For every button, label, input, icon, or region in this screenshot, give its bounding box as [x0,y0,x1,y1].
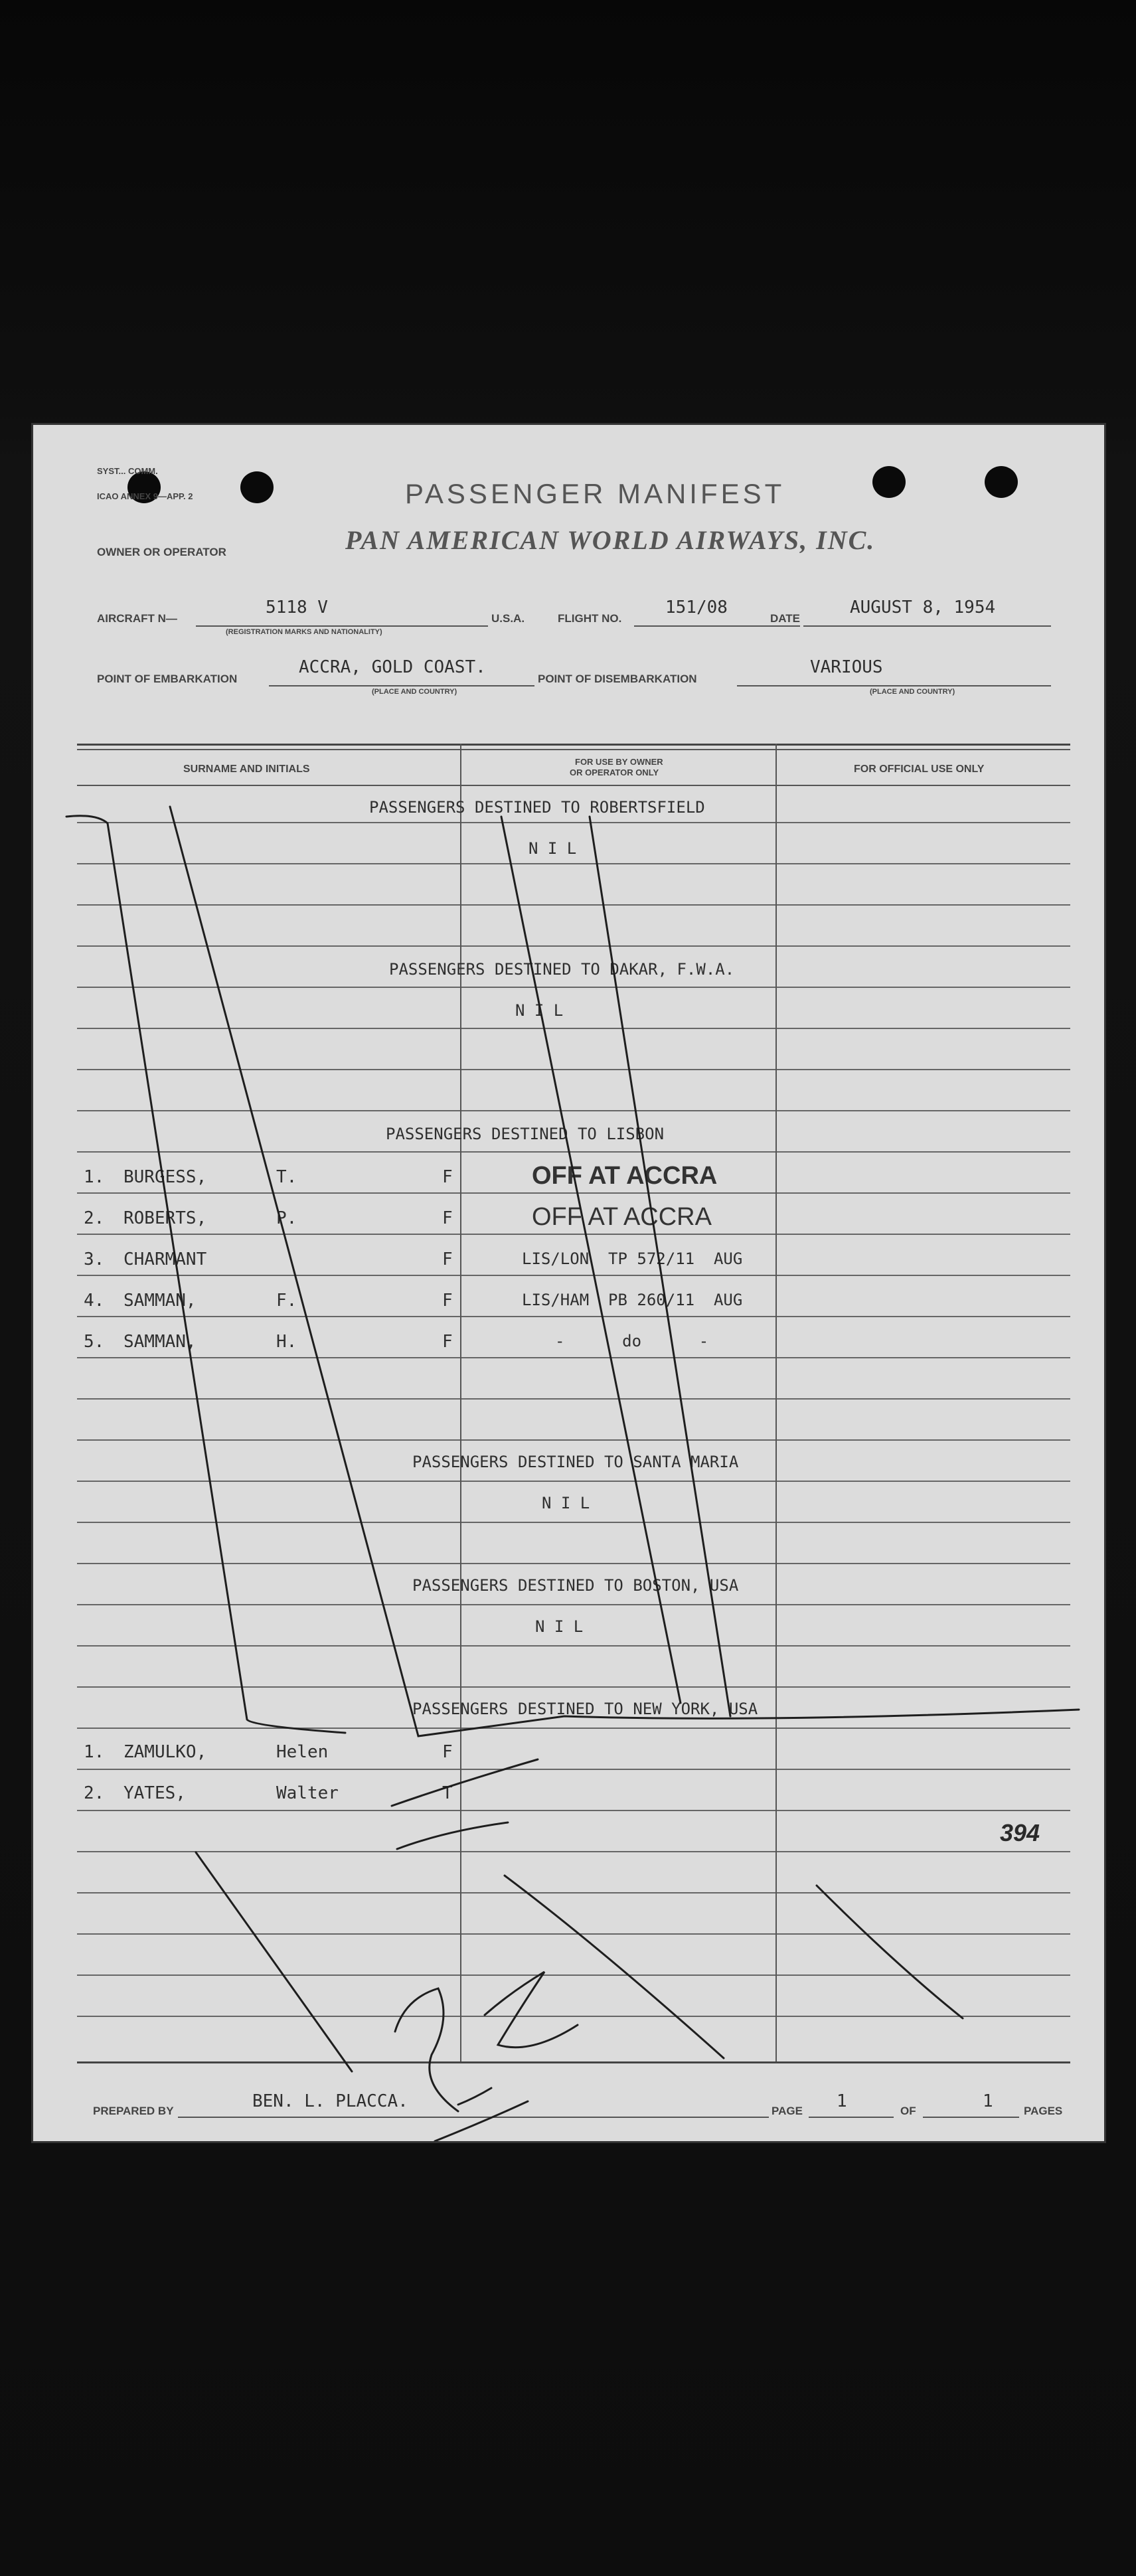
passenger-num: 1. [84,1167,105,1187]
of-value: 1 [983,2091,993,2111]
passenger-name: ZAMULKO, [123,1742,207,1762]
passenger-initial: Walter [276,1783,339,1803]
section-heading: PASSENGERS DESTINED TO NEW YORK, USA [412,1700,758,1718]
page-value: 1 [837,2091,847,2111]
form-corner-line2: ICAO ANNEX 9—APP. 2 [97,491,193,501]
of-label: OF [900,2105,916,2117]
prepared-by-label: PREPARED BY [93,2105,174,2117]
manifest-sheet [33,425,1104,2141]
passenger-sex: F [442,1332,453,1352]
passenger-name: SAMMAN, [123,1291,197,1311]
passenger-sex: F [442,1249,453,1269]
section-heading: PASSENGERS DESTINED TO ROBERTSFIELD [369,798,705,817]
disembarkation-note: (PLACE AND COUNTRY) [870,688,955,696]
col-header-official: FOR OFFICIAL USE ONLY [854,764,985,775]
passenger-initial: Helen [276,1742,329,1762]
section-heading: PASSENGERS DESTINED TO LISBON [386,1125,665,1143]
passenger-initial: T. [276,1167,297,1187]
onward-flight-note: LIS/LON TP 572/11 AUG [522,1249,743,1268]
passenger-sex: F [442,1167,453,1187]
passenger-num: 1. [84,1742,105,1762]
flight-value: 151/08 [665,598,728,617]
owner-label: OWNER OR OPERATOR [97,546,226,558]
col-header-owner-2: OR OPERATOR ONLY [570,767,659,777]
section-heading: PASSENGERS DESTINED TO BOSTON, USA [412,1576,739,1595]
embarkation-label: POINT OF EMBARKATION [97,673,238,685]
usa-label: U.S.A. [491,612,525,625]
company-name: PAN AMERICAN WORLD AIRWAYS, INC. [345,525,876,555]
nil-text: N I L [535,1617,584,1636]
off-at-accra-stamp: OFF AT ACCRA [532,1162,718,1190]
aircraft-label: AIRCRAFT N— [97,612,177,625]
passenger-num: 2. [84,1783,105,1803]
disembarkation-label: POINT OF DISEMBARKATION [538,673,697,685]
page-label: PAGE [771,2105,803,2117]
passenger-sex: T [442,1783,453,1803]
onward-flight-note: LIS/HAM PB 260/11 AUG [522,1291,743,1309]
passenger-name: BURGESS, [123,1167,207,1187]
embarkation-value: ACCRA, GOLD COAST. [299,657,486,677]
embarkation-note: (PLACE AND COUNTRY) [372,688,457,696]
passenger-name: ROBERTS, [123,1208,207,1228]
col-header-owner-1: FOR USE BY OWNER [575,757,663,767]
passenger-name: SAMMAN, [123,1332,197,1352]
onward-flight-note: - do - [555,1332,709,1350]
section-heading: PASSENGERS DESTINED TO SANTA MARIA [412,1453,739,1471]
pages-label: PAGES [1024,2105,1063,2117]
date-value: AUGUST 8, 1954 [850,598,996,617]
section-heading: PASSENGERS DESTINED TO DAKAR, F.W.A. [389,960,735,979]
registration-note: (REGISTRATION MARKS AND NATIONALITY) [226,628,382,636]
passenger-sex: F [442,1208,453,1228]
col-header-surname: SURNAME AND INITIALS [183,764,310,775]
passenger-initial: P. [276,1208,297,1228]
passenger-name: YATES, [123,1783,186,1803]
handwritten-number: 394 [1000,1819,1040,1846]
passenger-name: CHARMANT [123,1249,207,1269]
passenger-num: 3. [84,1249,105,1269]
disembarkation-value: VARIOUS [810,657,883,677]
passenger-initial: H. [276,1332,297,1352]
nil-text: N I L [528,839,577,858]
nil-text: N I L [542,1494,590,1512]
passenger-initial: F. [276,1291,297,1311]
flight-label: FLIGHT NO. [558,612,622,625]
passenger-sex: F [442,1291,453,1311]
passenger-sex: F [442,1742,453,1762]
passenger-num: 2. [84,1208,105,1228]
form-corner-line1: SYST... COMM. [97,466,158,476]
aircraft-value: 5118 V [266,598,328,617]
off-at-accra-stamp: OFF AT ACCRA [532,1203,712,1231]
passenger-num: 4. [84,1291,105,1311]
nil-text: N I L [515,1001,564,1020]
prepared-by-value: BEN. L. PLACCA. [252,2091,408,2111]
passenger-num: 5. [84,1332,105,1352]
date-label: DATE [770,612,801,625]
handwritten-strokes [33,425,1104,2141]
page-title: PASSENGER MANIFEST [405,478,785,509]
